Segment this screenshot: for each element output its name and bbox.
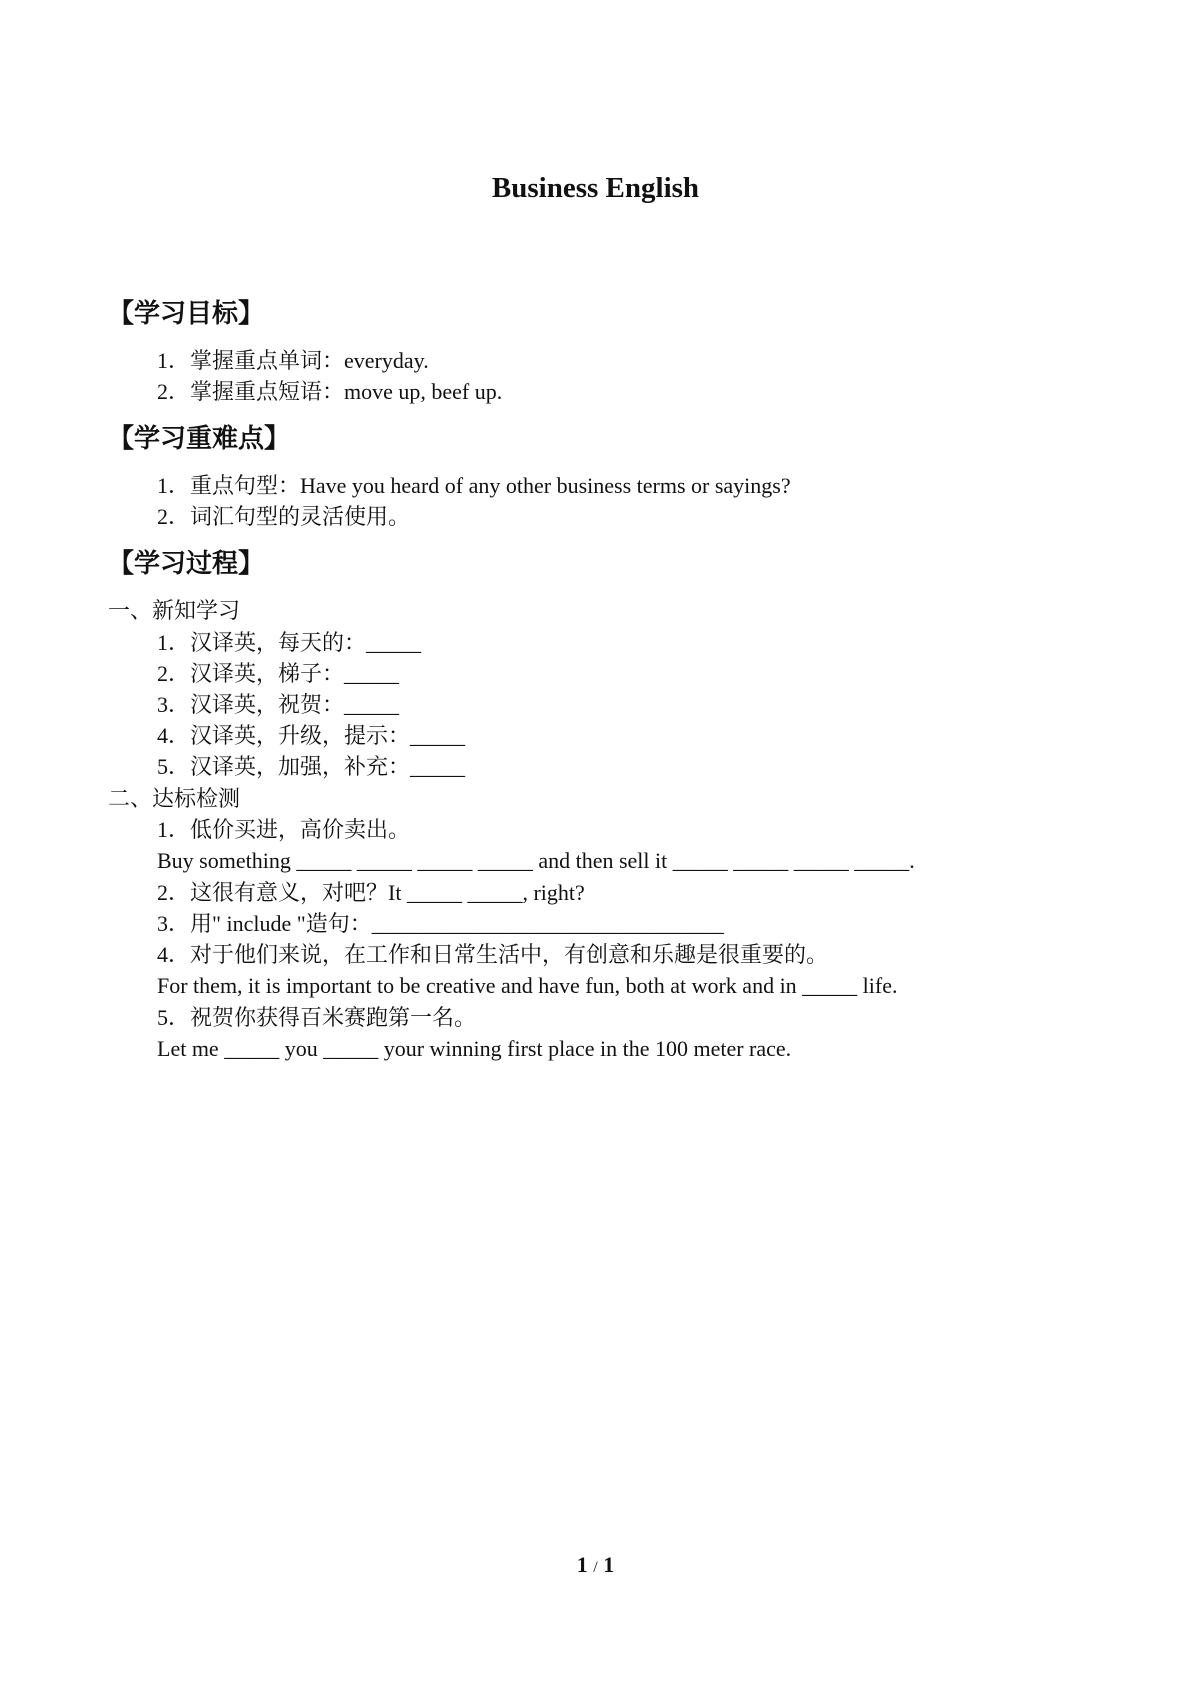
page-total: 1 (603, 1552, 615, 1577)
assessment-item: 1．低价买进，高价卖出。 (157, 817, 411, 842)
assessment-item: 2．这很有意义，对吧？It _____ _____, right? (157, 880, 585, 905)
part-label-new-knowledge: 一、新知学习 (108, 598, 241, 623)
objective-item: 1．掌握重点单词：everyday. (157, 348, 429, 373)
assessment-item: 5．祝贺你获得百米赛跑第一名。 (157, 1005, 477, 1030)
key-point-item: 1．重点句型：Have you heard of any other business terms or sayings? (157, 473, 791, 498)
exercise-item: 4．汉译英，升级，提示：_____ (157, 723, 466, 748)
section-heading-learning-process: 【学习过程】 (108, 549, 265, 579)
exercise-item: 5．汉译英，加强，补充：_____ (157, 754, 466, 779)
assessment-item: For them, it is important to be creative and have fun, both at work and in _____ life. (157, 973, 898, 998)
part-label-assessment: 二、达标检测 (108, 786, 241, 811)
assessment-item: 4．对于他们来说，在工作和日常生活中，有创意和乐趣是很重要的。 (157, 942, 829, 967)
assessment-item: Let me _____ you _____ your winning first place in the 100 meter race. (157, 1036, 792, 1061)
document-title: Business English (491, 172, 700, 204)
key-point-item: 2．词汇句型的灵活使用。 (157, 504, 411, 529)
page-number (0, 1550, 1191, 1583)
page-current: 1 (576, 1552, 588, 1577)
page-separator: / (593, 1559, 598, 1576)
section-heading-learning-objectives: 【学习目标】 (108, 299, 265, 329)
exercise-item: 1．汉译英，每天的：_____ (157, 630, 422, 655)
section-heading-key-points: 【学习重难点】 (108, 424, 291, 454)
objective-item: 2．掌握重点短语：move up, beef up. (157, 379, 503, 404)
assessment-item: 3．用" include "造句：________________________________ (157, 911, 724, 936)
exercise-item: 3．汉译英，祝贺：_____ (157, 692, 400, 717)
assessment-item: Buy something _____ _____ _____ _____ and then sell it _____ _____ _____ _____. (157, 848, 915, 873)
exercise-item: 2．汉译英，梯子：_____ (157, 661, 400, 686)
